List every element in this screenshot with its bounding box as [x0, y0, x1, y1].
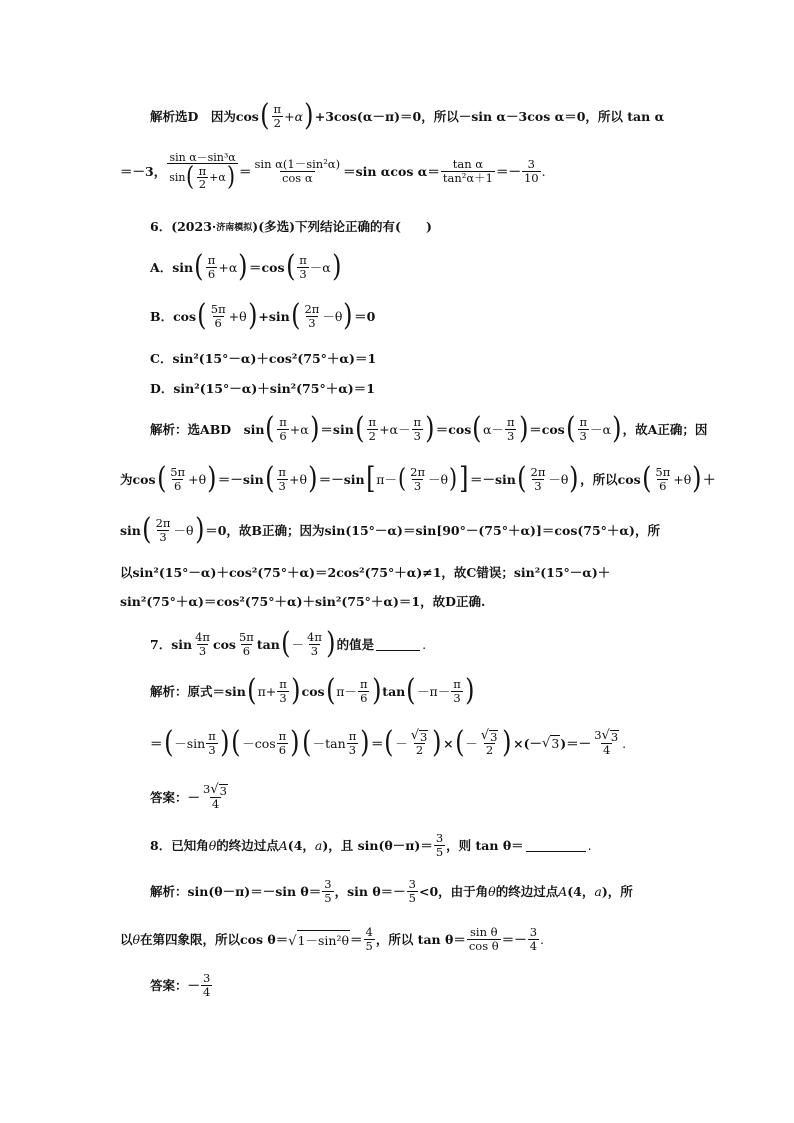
solution-6-line-4: 以sin²(15°－α)＋cos²(75°＋α)＝2cos²(75°＋α)≠1，故C错误；sin²(15°－α)＋ — [120, 565, 611, 580]
answer-7: 答案：－ 3 √ 3 4 — [150, 782, 227, 812]
solution-5-line-1 — [150, 98, 664, 134]
option-c: C．sin²(15°－α)＋cos²(75°＋α)＝1 — [150, 351, 377, 366]
fraction: $\frac{\text{tan α}}{\text{tan²α＋1}}$ — [442, 157, 493, 185]
solution-8-line-1: 解析：sin(θ－π)＝－sin θ＝ $\frac{3}{5}$ ，sin θ＝－ $\frac{3}{5}$ <0，由于角 θ 的终边过点 A (4， a )，所 — [150, 877, 633, 905]
option-d: D．sin²(15°－α)＋sin²(75°＋α)＝1 — [150, 381, 375, 396]
solution-7-line-2: ＝ ( －sin $\frac{\pi}{3}$ ) ( －cos $\frac{\pi}{6}$ ) ( －tan $\frac{\pi}{3}$ ) ＝ ( － √ 3 2 ) × ( － √ 3 2 ) ×(－ √ 3 )＝－ 3 √ 3 4 . — [150, 725, 627, 760]
answer-blank[interactable] — [376, 638, 420, 651]
solution-5-line-2: ＝－3， sin α－sin³α sin ( $\frac{\pi}{2}$ +α ) ＝ $\frac{\text{sin α(1－sin²α)}}{\text{cos α}}$ ＝sin αcos α＝ $\frac{\text{tan α}}{\text{tan²α＋1}}$ ＝－ $\frac{3}{10}$ . — [120, 150, 546, 193]
text: +3cos(α－π)＝0，所以－sin α－3cos α＝0，所以 tan α — [314, 109, 665, 124]
text: 解析选D 因为cos — [150, 109, 259, 124]
fraction: $\frac{3}{10}$ — [523, 157, 539, 185]
solution-6-line-5: sin²(75°＋α)＝cos²(75°＋α)＋sin²(75°＋α)＝1，故D正确. — [120, 594, 486, 609]
fraction: sin α－sin³α sin ( $\frac{\pi}{2}$ +α ) — [167, 152, 238, 191]
question-6-title: 6．(2023· 济南模拟 )(多选)下列结论正确的有( ) — [150, 219, 432, 234]
solution-6-line-2: 为cos ( $\frac{5\pi}{6}$ +θ ) ＝－sin ( $\frac{\pi}{3}$ +θ ) ＝－sin [ π－ ( $\frac{2\pi}{3}$ －θ ) ] ＝－sin ( $\frac{2\pi}{3}$ －θ ) ，所以cos ( $\frac{5\pi}{6}$ +θ ) ＋ — [120, 461, 716, 496]
option-b: B．cos ( $\frac{5\pi}{6}$ +θ ) +sin ( $\frac{2\pi}{3}$ －θ ) ＝0 — [150, 298, 376, 333]
fraction: $\frac{\text{sin α(1－sin²α)}}{\text{cos α}}$ — [254, 157, 341, 185]
answer-8: 答案：－ $\frac{3}{4}$ — [150, 971, 211, 999]
text: ＝－3， — [120, 164, 167, 179]
source-tag: 济南模拟 — [216, 222, 253, 233]
solution-8-line-2: 以 θ 在第四象限，所以cos θ＝ √ 1－sin²θ ＝ $\frac{4}{5}$ ，所以 tan θ＝ $\frac{\text{sin θ}}{\text{cos θ}}$ ＝－ $\frac{3}{4}$ . — [120, 925, 545, 953]
answer-blank[interactable] — [526, 839, 586, 852]
question-7: 7．sin $\frac{4\pi}{3}$ cos $\frac{5\pi}{6}$ tan ( － $\frac{4\pi}{3}$ ) 的值是 . — [150, 626, 427, 661]
paren-group: ( $\frac{\pi}{2}$ +α ) — [260, 98, 314, 133]
fraction: $\frac{\pi}{2}$ — [273, 102, 282, 130]
question-8: 8．已知角 θ 的终边过点 A (4， a )，且 sin(θ－π)＝ $\frac{3}{5}$ ，则 tan θ＝ . — [150, 831, 592, 859]
solution-7-line-1: 解析：原式＝sin ( π+ $\frac{\pi}{3}$ ) cos ( π－ $\frac{\pi}{6}$ ) tan ( －π－ $\frac{\pi}{3}$ ) — [150, 673, 475, 708]
option-a: A．sin ( $\frac{\pi}{6}$ +α ) ＝cos ( $\frac{\pi}{3}$ －α ) — [150, 249, 342, 284]
solution-6-line-3: sin ( $\frac{2\pi}{3}$ －θ ) ＝0，故B正确；因为sin(15°－α)＝sin[90°－(75°＋α)]＝cos(75°＋α)，所 — [120, 512, 660, 547]
solution-6-line-1: 解析：选ABD sin ( $\frac{\pi}{6}$ +α ) ＝sin ( $\frac{\pi}{2}$ +α－ $\frac{\pi}{3}$ ) ＝cos ( α－ $\frac{\pi}{3}$ ) ＝cos ( $\frac{\pi}{3}$ －α ) ，故A正确；因 — [150, 411, 708, 446]
